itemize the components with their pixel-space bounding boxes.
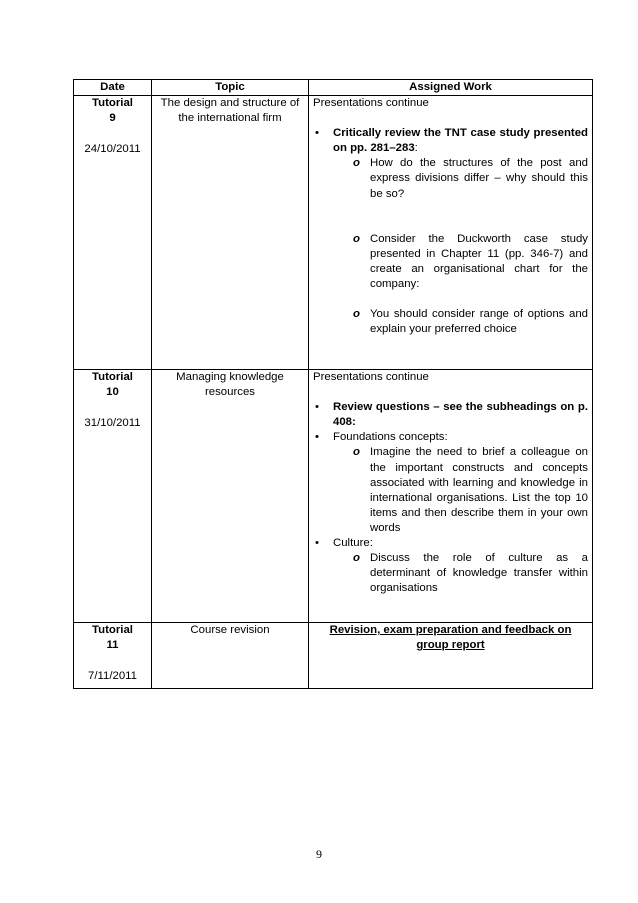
tutorial-date: 24/10/2011 — [84, 143, 141, 156]
sub-list-item — [313, 232, 588, 292]
sub-list-item-text: You should consider range of options and explain your preferred choice — [370, 308, 588, 336]
header-topic: Topic — [152, 80, 309, 96]
sub-list-item-text: Imagine the need to brief a colleague on the important constructs and concepts associated with learning and knowledge in international organisations. List the top 10 items and then describe them in your own words — [370, 446, 588, 534]
header-assigned-work: Assigned Work — [309, 80, 593, 96]
sub-list-item-text: Discuss the role of culture as a determinant of knowledge transfer within organisations — [370, 552, 588, 595]
topic-cell: The design and structure of the international firm — [152, 96, 309, 370]
table-row — [74, 96, 593, 370]
work-text: Revision, exam preparation and feedback on group report — [329, 624, 572, 652]
topic-cell: Managing knowledge resources — [152, 370, 309, 623]
list-item-text: Critically review the TNT case study presented on pp. 281–283 — [333, 127, 588, 155]
sub-list-item-text: Consider the Duckworth case study presented in Chapter 11 (pp. 346-7) and create an organisational chart for the company: — [370, 232, 588, 290]
sub-marker: o — [353, 157, 360, 170]
bullet-marker: • — [315, 127, 319, 140]
header-date: Date — [74, 80, 152, 96]
assigned-work-cell — [309, 623, 593, 689]
sub-marker: o — [353, 446, 360, 459]
list-item-text: Foundations concepts: — [333, 431, 448, 444]
table-row — [74, 623, 593, 689]
tutorial-label: Tutorial — [92, 624, 133, 637]
date-cell — [74, 96, 152, 370]
work-intro: Presentations continue — [313, 371, 429, 384]
list-item — [313, 536, 588, 551]
tutorial-label: Tutorial — [92, 97, 133, 110]
sub-marker: o — [353, 232, 360, 245]
sub-list-item — [313, 156, 588, 201]
tutorial-number: 10 — [106, 386, 119, 399]
list-item-colon: : — [414, 142, 418, 155]
work-intro: Presentations continue — [313, 97, 429, 110]
list-item — [313, 400, 588, 430]
topic-cell: Course revision — [152, 623, 309, 689]
date-cell — [74, 623, 152, 689]
tutorial-schedule-table — [73, 79, 593, 689]
sub-list-item — [313, 445, 588, 536]
sub-list-item — [313, 307, 588, 337]
table-row — [74, 370, 593, 623]
tutorial-number: 9 — [109, 112, 116, 125]
sub-list-item-text: How do the structures of the post and express divisions differ – why should this be so? — [370, 157, 588, 200]
list-item — [313, 126, 588, 156]
assigned-work-cell — [309, 370, 593, 623]
table-header-row — [74, 80, 593, 96]
tutorial-label: Tutorial — [92, 371, 133, 384]
tutorial-date: 31/10/2011 — [84, 417, 141, 430]
sub-list-item — [313, 551, 588, 596]
list-item — [313, 430, 588, 445]
tutorial-number: 11 — [106, 639, 119, 652]
list-item-text: Review questions – see the subheadings on p. 408: — [333, 401, 588, 429]
sub-marker: o — [353, 308, 360, 321]
date-cell — [74, 370, 152, 623]
bullet-marker: • — [315, 431, 319, 444]
list-item-text: Culture: — [333, 537, 373, 550]
assigned-work-cell — [309, 96, 593, 370]
page-number: 9 — [316, 847, 322, 861]
bullet-marker: • — [315, 401, 319, 414]
tutorial-date: 7/11/2011 — [88, 670, 137, 683]
bullet-marker: • — [315, 537, 319, 550]
sub-marker: o — [353, 552, 360, 565]
